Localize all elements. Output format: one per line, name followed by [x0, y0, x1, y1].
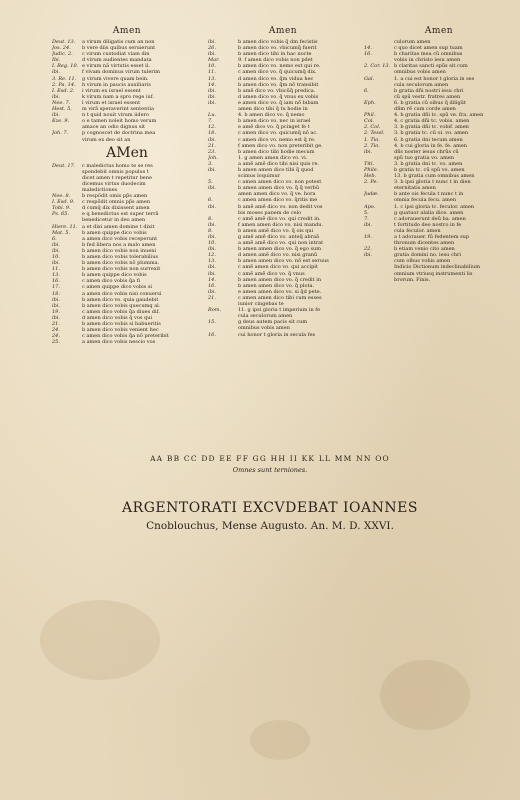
entry-reference: Titi.	[364, 160, 375, 167]
entry-reference: ibi.	[364, 148, 372, 155]
entry-text: f amen dico vo. non preteribit ge.	[238, 142, 323, 149]
entry-reference: I. Esd. 9.	[52, 199, 75, 206]
entry-text: n t quid nouit virum iidero	[82, 112, 149, 119]
entry-reference: ibi.	[52, 69, 60, 76]
entry-reference: 2. Tio.	[364, 142, 380, 149]
entry-reference: 11.	[208, 69, 216, 76]
entry-reference: Phile.	[364, 166, 379, 173]
entry-reference: 14.	[208, 81, 216, 88]
entry-reference: Joh. 7.	[52, 130, 69, 137]
entry-reference: ibi.	[208, 87, 216, 94]
entry-text: c amen dico vo. q̃ quicumq̃ dix.	[238, 69, 317, 76]
entry-reference: Apo.	[364, 203, 376, 210]
entry-text: b amen dico tibi in hac nocte	[238, 51, 312, 58]
entry-text: b claritas sancti spũs sit cum	[394, 63, 468, 70]
entry-text: b amen amen dico vo. nõ est seruus	[238, 258, 329, 265]
entry-reference: ibi.	[208, 166, 216, 173]
column-header: Amen	[424, 26, 454, 36]
entry-reference: 12.	[208, 252, 216, 259]
entry-reference: Jos. 24.	[52, 45, 71, 52]
entry-text: b amen dico vobis non inueni	[82, 247, 157, 254]
entry-reference: Joh.	[208, 154, 218, 161]
entry-text: cula feculor. amen	[394, 227, 441, 234]
entry-text: i virum ex israel essent	[82, 87, 141, 94]
entry-text: b amen dico vo. vbicumq̃ fuerit	[238, 45, 317, 52]
entry-reference: 3.	[208, 160, 213, 167]
entry-reference: 13.	[208, 75, 216, 82]
entry-text: gratia domini no. iesu chri	[394, 252, 461, 259]
entry-reference: ibi.	[52, 93, 60, 100]
entry-reference: 8.	[208, 227, 213, 234]
entry-reference: ibi.	[208, 136, 216, 143]
entry-text: dñm rẽ cum corde amen	[394, 106, 456, 113]
entry-text: eternitatis amen	[394, 185, 436, 192]
index-entry	[208, 332, 358, 338]
entry-text: vobis in christo iesu amen	[394, 57, 461, 64]
entry-reference: Judic. 2.	[52, 51, 73, 58]
entry-text: e q benedictus est super terrã	[82, 211, 159, 218]
entry-reference: ibi.	[52, 302, 60, 309]
entry-text: g amẽ amẽ dico vo. anteq̃ abraã	[238, 234, 319, 240]
entry-text: bis moses panem de celo	[238, 209, 302, 216]
entry-text: b amen dico vo. q̃m nõ transibit	[238, 81, 319, 88]
entry-reference: 2. Cor. 13.	[364, 63, 391, 70]
entry-text: cula seculorum amen	[238, 313, 293, 320]
entry-text: 3. b gratia t̃c. cũ oi. vo. amen	[394, 130, 469, 137]
entry-reference: ibi.	[208, 203, 216, 210]
entry-reference: Tobi. 9.	[52, 205, 71, 212]
entry-text: scimus loquimur	[238, 173, 281, 180]
index-entry	[52, 137, 202, 143]
entry-text: c amen dico vo. nemo est q̃ re.	[238, 136, 316, 143]
entry-text: b amen dico vo. nec in israel	[238, 118, 311, 125]
entry-text: a amen dico vobis nisi conuersi	[82, 290, 162, 297]
entry-reference: 17.	[52, 284, 60, 291]
colophon-line-2: Cnoblouchus, Mense Augusto. An. M. D. XXVI.	[146, 520, 394, 532]
entry-text: p cognoscet de doctrina mea	[82, 130, 156, 137]
entry-text: d amen dico vo. q̃ vnus ex vobis	[238, 93, 319, 100]
entry-text: f vivam dominus virum tulerim	[82, 69, 161, 76]
entry-text: spũ tuo gratia vo. amen	[394, 154, 454, 161]
column-lines	[208, 39, 358, 338]
entry-text: 3. b gratia dñi t̃c. vobif. amen	[394, 124, 469, 131]
column-2	[208, 26, 358, 404]
entry-text: omnibus vobis amen	[238, 325, 290, 332]
entry-text: b amen dico vobis venient hec	[82, 327, 159, 334]
entry-reference: 2. Tessl.	[364, 130, 385, 137]
entry-reference: ibi.	[52, 241, 60, 248]
entry-text: c maledictus homo te se res	[82, 162, 153, 169]
entry-text: b amen amen dico vo. q̃ plota.	[238, 282, 315, 289]
entry-text: d virum audientes mandata	[82, 57, 152, 64]
entry-reference	[364, 277, 394, 283]
entry-text: g virum vivere quam bein.	[82, 75, 149, 82]
entry-text: c adorauerunt deũ ba. amen	[394, 215, 466, 222]
entry-reference: Hiere. 11.	[52, 223, 78, 230]
entry-text: 4. b gratia dñi t̃c. spũ ve. fra. amen	[394, 112, 484, 119]
entry-text: b amẽ dico vo. vbicũq̃ predica.	[238, 87, 316, 94]
entry-reference: ibi.	[52, 314, 60, 321]
entry-reference: ibi.	[208, 185, 216, 192]
foxing-stain	[40, 600, 160, 680]
column-header: Amen	[268, 26, 298, 36]
entry-text: spondebit omnis populus t	[82, 168, 149, 175]
entry-reference: Eze. 9.	[52, 118, 70, 125]
entry-reference: 16.	[208, 282, 216, 289]
entry-text: e virum nã virtutis esset il.	[82, 63, 150, 70]
entry-text: culorum amen	[394, 39, 431, 45]
entry-text: cum olbus vobis amen	[394, 258, 451, 265]
entry-text: brorum. Finis.	[394, 276, 431, 283]
entry-text: 3. b gratia dni t̃c. vo. amen	[394, 160, 463, 167]
entry-reference: 25.	[52, 339, 60, 346]
entry-reference: ibi.	[208, 288, 216, 295]
entry-text: 1. c ipsi gloria t̃c. feculor. amen	[394, 203, 475, 210]
entry-text: thronum dicentes amen	[394, 240, 455, 247]
entry-reference: 26.	[208, 45, 216, 52]
entry-reference: Rom.	[208, 307, 222, 314]
entry-text: g deus autem pacis sit cum	[238, 319, 308, 326]
entry-reference: Gal.	[364, 75, 375, 82]
entry-text: b amen dico vo. quia gaudebit	[82, 296, 159, 303]
entry-reference: 8.	[208, 215, 213, 222]
entry-text: amen amen dico vo. q̃ ve. hora	[238, 191, 316, 198]
entry-reference: 24.	[52, 327, 60, 334]
entry-reference	[52, 137, 82, 143]
entry-text: b amen dico vo. nemo est qui re.	[238, 63, 321, 70]
entry-reference: 2. Col.	[364, 124, 381, 131]
entry-text: b amen dico vobis nõ plumma.	[82, 260, 160, 267]
entry-reference: 3. Re. 11.	[52, 75, 77, 82]
entry-reference: Heb.	[364, 173, 377, 180]
entry-text: b fed libera nos a malo amen	[82, 241, 156, 248]
entry-reference: ibi.	[52, 260, 60, 267]
index-columns	[52, 26, 514, 404]
index-entry	[52, 339, 202, 345]
entry-reference: ibi.	[208, 93, 216, 100]
entry-text: b amen amen dico vo. q̃ ego sum	[238, 246, 321, 253]
entry-reference: ibi.	[208, 234, 216, 240]
entry-text: 4. b amen dico vo. q̃ nemo	[238, 112, 305, 119]
entry-reference: 5.	[364, 209, 369, 216]
entry-text: b amen dico vobis si habueritis	[82, 321, 161, 328]
entry-text: d amen dico vobis q̃ vos qui	[82, 314, 153, 321]
entry-text: 4. b cui gloria in fe. fe. amen	[394, 142, 468, 149]
entry-reference: 2. Pe.	[364, 179, 379, 186]
entry-reference: ibi.	[208, 221, 216, 228]
entry-reference: Col.	[364, 118, 375, 125]
entry-text: f amen amen dico vo. nisi mandu.	[238, 221, 324, 228]
entry-reference: 10.	[52, 254, 60, 260]
entry-text: 13. b gratia cum omnibus amen	[394, 173, 475, 180]
entry-text: c amen amen dico vo. q̃ritis me	[238, 197, 318, 204]
column-lines	[52, 163, 202, 346]
entry-reference: ibi.	[208, 99, 216, 106]
entry-reference: ibi.	[364, 252, 372, 259]
signature-note: Omnes sunt terniones.	[232, 466, 308, 474]
entry-reference: 1. Tio.	[364, 136, 380, 143]
entry-text: b vere diis quibus seruierunt	[82, 45, 156, 52]
entry-reference: 14.	[208, 276, 216, 283]
entry-reference: ibi.	[208, 246, 216, 253]
entry-text: 9. f amen dico vobis non pdet	[238, 57, 313, 64]
entry-reference: 6.	[208, 197, 213, 204]
entry-reference: 19.	[364, 234, 372, 240]
entry-text: b gratia t̃c. cũ spũ vo. amen	[394, 166, 465, 173]
entry-text: c amẽ amen dico vo. qui accipit	[238, 264, 318, 271]
entry-reference: Lu.	[208, 112, 217, 119]
entry-text: b respõdit omis pp̃s amen	[82, 193, 148, 200]
entry-text: omnium vtriusq instrumenti lis	[394, 270, 473, 277]
entry-reference: Deut. 13.	[52, 39, 76, 45]
entry-reference: Judæ.	[364, 191, 379, 198]
entry-text: d amen amẽ dico vo. nisi granũ	[238, 252, 318, 259]
entry-reference: 10.	[208, 63, 216, 70]
entry-text: 6. b gratia dni tecum amen	[394, 136, 463, 143]
entry-text: b etiam venio cito amen	[394, 246, 455, 253]
signature-register: AA BB CC DD EE FF GG HH II KK LL MM NN OO	[150, 454, 390, 463]
entry-text: 6. b gratia cũ oibus q̃ diligũt	[394, 99, 466, 106]
entry-reference: 7.	[208, 118, 213, 125]
entry-text: 3. b ipsi gloria t nunc t in dien	[394, 179, 471, 186]
entry-text: b amẽ amẽ dico vo. non dedit vos	[238, 203, 323, 210]
entry-text: b amen dico vobis q̃ dm fecistis	[238, 39, 318, 45]
entry-text: 11. g ipsi gloria t imperium in fe	[238, 307, 321, 314]
entry-text: b charitas mea cũ omnibus	[394, 51, 463, 58]
entry-text: c amen dico vobis q̃a fi	[82, 278, 140, 285]
entry-text: c amen amen dico tibi cum esses	[238, 294, 322, 301]
foxing-stain	[250, 720, 310, 760]
entry-text: iunior cingebas te	[238, 301, 284, 308]
entry-reference: 11.	[52, 266, 60, 273]
entry-text: a amẽ amẽ dico tibi nisi quis re.	[238, 160, 319, 167]
entry-reference: 2. Pa. 14.	[52, 81, 76, 88]
entry-reference: 18.	[52, 290, 60, 297]
entry-text: c respõdit omnis pp̃s amen	[82, 199, 151, 206]
entry-text: 1. a cui est honor t gloria in ses	[394, 75, 475, 82]
entry-reference: 10.	[208, 240, 216, 247]
entry-text: c amen quippe dico vobis si	[82, 284, 153, 291]
column-header: Amen	[112, 26, 142, 36]
entry-reference: Nee. 8.	[52, 193, 71, 200]
entry-text: b amen dico tibi hodie mecum	[238, 148, 315, 155]
entry-reference: ibi.	[52, 247, 60, 254]
entry-reference: Ibi.	[52, 57, 61, 64]
entry-reference: 6.	[364, 87, 369, 94]
entry-reference: ibi.	[208, 51, 216, 58]
entry-text: m virã speraverint sententia	[82, 106, 154, 113]
entry-reference: I. Reg. 10.	[52, 63, 79, 70]
entry-reference: 21.	[208, 294, 216, 301]
entry-reference: 16.	[52, 278, 60, 285]
entry-reference: 12.	[208, 124, 216, 131]
entry-reference: 23.	[208, 148, 216, 155]
entry-text: b amen amen dico vo. q̃ credit in	[238, 276, 322, 283]
foxing-stain	[380, 660, 470, 730]
entry-reference: 7.	[364, 215, 369, 222]
entry-text: Indicio Dictionum indeclinabilium	[394, 264, 480, 271]
entry-text: c amen dico vobis q̃a diues dif.	[82, 308, 160, 315]
entry-text: a amen dico vobis receperunt	[82, 235, 158, 242]
entry-text: o e tamen noleit homo verum	[82, 118, 157, 125]
entry-reference: 16.	[208, 331, 216, 338]
entry-text: k virum nam a spro rege iuf.	[82, 93, 155, 100]
entry-reference: ibi.	[208, 270, 216, 277]
entry-reference: Hest. 5.	[52, 106, 72, 113]
entry-text: cui honor t gloria in secula fes	[238, 331, 316, 338]
entry-text: c amen dico vobis q̃a nõ preteribit	[82, 333, 169, 340]
entry-text: c quo dicet amen sup tuam	[394, 45, 463, 52]
entry-reference: ibi.	[208, 264, 216, 271]
entry-text: cula seculorum amen	[394, 81, 449, 88]
entry-text: b ante ois fecula t nunc t in	[394, 191, 464, 198]
entry-reference: 22.	[364, 246, 372, 253]
entry-reference: 16.	[364, 51, 372, 58]
column-lines	[52, 39, 202, 143]
entry-reference: Eph.	[364, 99, 376, 106]
entry-text: c amen dico vo. quicumq̃ nõ ac.	[238, 130, 318, 137]
entry-reference: 6.	[52, 235, 57, 242]
entry-text: amace an odio dignus sit	[82, 124, 146, 131]
entry-text: a virum diligatis cum an non	[82, 39, 155, 45]
entry-reference: ibi.	[52, 112, 60, 119]
entry-text: e amen dico vo. q̃ iam nõ bibam	[238, 99, 319, 106]
colophon-line-1: ARGENTORATI EXCVDEBAT IOANNES	[122, 500, 418, 516]
entry-text: dicet amen t repetitur bene	[82, 174, 152, 181]
entry-text: a t adorauer. fũ fedentem sup	[394, 234, 470, 240]
entry-text: e amẽ dico vo. q̃ pcinget fe t	[238, 124, 310, 131]
entry-text: amen dico tibi q̃ tu hodie in	[238, 106, 308, 113]
entry-text: omnibus vobis amen	[394, 69, 446, 76]
entry-reference: ibi.	[364, 221, 372, 228]
entry-text: b amen quippe dico vobis	[82, 272, 147, 279]
entry-reference: Phil.	[364, 112, 376, 119]
entry-text: c amẽ amẽ dico vo. qui credit in.	[238, 215, 321, 222]
entry-reference: 18.	[208, 130, 216, 137]
entry-reference: 5.	[208, 179, 213, 186]
entry-reference: 15.	[208, 319, 216, 326]
entry-text: t fortitudo deo nostro in fe	[394, 221, 462, 228]
entry-text: b amen amẽ dico vo. q̃ ois qui	[238, 227, 314, 234]
entry-text: e amen amen dico vo. si q̃d pete.	[238, 288, 322, 295]
entry-text: c virum custodiat viam din	[82, 51, 150, 58]
entry-text: omnia fecula fecu. amen	[394, 197, 457, 204]
entry-reference: 24.	[52, 333, 60, 340]
entry-reference: 14.	[364, 45, 372, 52]
entry-reference: Ps. 65.	[52, 211, 69, 218]
entry-text: benedicetur in deo amen	[82, 217, 146, 224]
entry-reference: Nee. 7.	[52, 99, 71, 106]
entry-text: c amẽ amẽ dico vo. q̃ vnus	[238, 270, 305, 277]
entry-reference: ibi.	[208, 39, 216, 45]
entry-text: b amen dico vobis quecumq al.	[82, 302, 161, 309]
index-entry	[364, 277, 514, 283]
entry-reference: Mar.	[208, 57, 220, 64]
entry-reference: 21.	[52, 321, 60, 328]
entry-reference: 13.	[208, 258, 216, 265]
entry-text: a et dixi amen domine t dixit	[82, 223, 155, 230]
entry-text: d cumq̃ dix dixissent amen	[82, 205, 150, 212]
entry-reference: 13.	[52, 272, 60, 279]
entry-text: maledictiones	[82, 186, 118, 193]
column-1	[52, 26, 202, 404]
entry-text: l virum et israel essent	[82, 99, 141, 106]
entry-text: 4. c gratia dñi t̃c. vobis. amen	[394, 118, 470, 125]
column-3	[364, 26, 514, 404]
entry-text: a amen dico vobis nescio vos	[82, 339, 156, 346]
entry-reference: I. Esd. 2.	[52, 87, 75, 94]
entry-reference: 21.	[208, 142, 216, 149]
entry-reference: ibi.	[52, 296, 60, 303]
entry-text: c amen amen dico vo. non potest	[238, 179, 322, 186]
entry-text: b amen dico vobis tolerabilius	[82, 254, 159, 260]
entry-text: d amen dico vo. q̃m vidua hec	[238, 75, 314, 82]
entry-text: dicemus virtus duodecim	[82, 180, 146, 187]
entry-reference: Mat. 5.	[52, 229, 71, 236]
entry-text: dñs noster iesus chrũs cũ	[394, 148, 459, 155]
entry-text: 1. g amen amen dico vo. vi.	[238, 154, 308, 161]
entry-text: b amen amen dico vo. q̃ q̃ verbũ	[238, 185, 320, 192]
entry-text: b gratia dñi nostri iesu chri	[394, 87, 464, 94]
entry-text: g quatuor alalia dice. amen	[394, 209, 464, 216]
entry-text: b amen dico vobis non surrexit	[82, 266, 161, 273]
entry-text: h virum in paucis auxiliaris	[82, 81, 151, 88]
entry-text: a amẽ amẽ dico vo. qui non intrat	[238, 240, 324, 247]
entry-reference: Deut. 17.	[52, 162, 76, 169]
entry-text: b amen quippe dico vobis	[82, 229, 147, 236]
entry-text: b amen amen dico tibi q̃ quod	[238, 166, 314, 173]
entry-text: cũ spũ vestr. fratres amen	[394, 93, 461, 100]
entry-text: virum ex deo sit an	[82, 136, 131, 143]
entry-reference: 19.	[52, 308, 60, 315]
column-lines	[364, 39, 514, 283]
section-heading: AMen	[106, 144, 148, 161]
